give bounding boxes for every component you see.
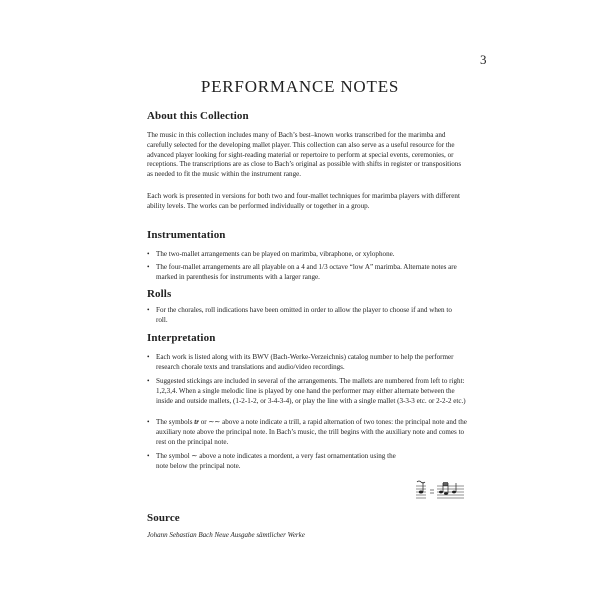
list-item: • The symbols tr or ∼∼ above a note indicate a trill, a rapid alternation of two tones: the principal note and the auxiliary note above the principal note. In Bach’s music, the trill begins with the auxiliary note and comes to rest on the principal note. [147, 418, 467, 447]
list-item: • Suggested stickings are included in several of the arrangements. The mallets are numbered from left to right: 1,2,3,4. When a single melodic line is played by one hand the performer may either alternate between the inside and outside mallets, (1-2-1-2, or 3-4-3-4), or play the line with a single mallet (3-3-3 etc. or 2-2-2 etc.) [147, 377, 467, 406]
about-section [147, 110, 467, 122]
about-paragraph-1 [147, 131, 465, 180]
source-section [147, 512, 467, 524]
rolls-section [147, 288, 467, 300]
instrumentation-item-2 [147, 263, 467, 283]
list-item: • The symbol ∼ above a note indicates a mordent, a very fast ornamentation using the note below the principal note. [147, 452, 409, 472]
about-text-2: Each work is presented in versions for both two and four-mallet techniques for marimba players with different ability levels. The works can be performed individually or together in a group. [147, 192, 460, 210]
rolls-item-1 [147, 306, 457, 326]
interpretation-item-4 [147, 452, 409, 472]
page-title: PERFORMANCE NOTES [200, 77, 400, 96]
about-text-1: The music in this collection includes many of Bach’s best–known works transcribed for the marimba and carefully selected for the developing mallet player. This collection can also serve as a useful resource for the advanced player looking for sight-reading material or repertoire to perform at special events, ceremonies, or receptions. The transcriptions are as close to Bach’s original as possible with shifts in register or transpositions as needed to fit the music within the instrument range. [147, 131, 462, 179]
about-paragraph-2 [147, 192, 465, 212]
mordent-notation-icon [414, 478, 466, 504]
instrumentation-item-1 [147, 250, 467, 260]
list-item: • The two-mallet arrangements can be played on marimba, vibraphone, or xylophone. [147, 250, 467, 260]
rolls-heading: Rolls [147, 288, 172, 300]
interpretation-section [147, 332, 467, 344]
interpretation-heading: Interpretation [147, 332, 216, 344]
mordent-symbol: ∼ [191, 452, 198, 460]
interpretation-item-3 [147, 418, 467, 447]
list-item: • The four-mallet arrangements are all playable on a 4 and 1/3 octave “low A” marimba. Alternate notes are marked in parenthesis for instruments with a larger range. [147, 263, 467, 283]
source-text: Johann Sebastian Bach Neue Ausgabe sämtlicher Werke [147, 531, 305, 539]
source-heading: Source [147, 512, 180, 524]
instrumentation-section [147, 229, 467, 241]
about-heading: About this Collection [147, 110, 249, 122]
interpretation-item-2 [147, 377, 467, 406]
source-line [147, 531, 467, 541]
interpretation-item-1 [147, 353, 467, 373]
page-number: 3 [480, 52, 487, 67]
instrumentation-heading: Instrumentation [147, 229, 226, 241]
trill-wave-symbol: ∼∼ [208, 418, 221, 426]
list-item: • Each work is listed along with its BWV (Bach-Werke-Verzeichnis) catalog number to help the performer research chorale texts and translations and audio/video recordings. [147, 353, 467, 373]
trill-symbol: tr [194, 418, 199, 426]
list-item: • For the chorales, roll indications have been omitted in order to allow the player to choose if and when to roll. [147, 306, 457, 326]
